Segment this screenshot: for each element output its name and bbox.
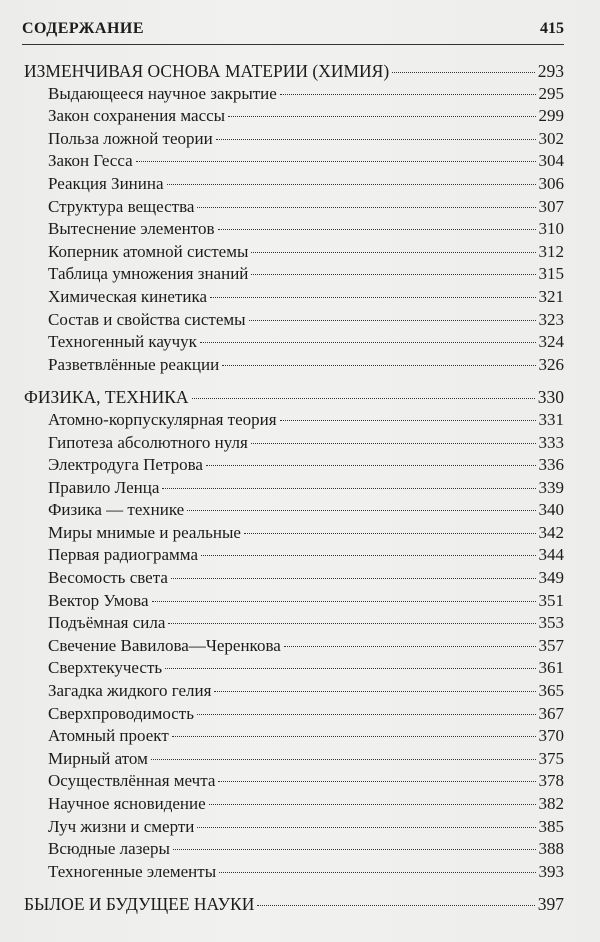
toc-entry xyxy=(24,432,564,455)
toc-page-number: 397 xyxy=(537,894,564,915)
toc-page-number: 393 xyxy=(538,861,564,881)
dot-leader xyxy=(200,342,536,343)
toc-page-number: 323 xyxy=(538,309,564,329)
header-title: СОДЕРЖАНИЕ xyxy=(22,20,145,37)
dot-leader xyxy=(162,488,535,489)
toc-section-title: ФИЗИКА, ТЕХНИКА xyxy=(24,387,189,408)
dot-leader xyxy=(136,161,536,162)
dot-leader xyxy=(197,827,535,828)
toc-entry xyxy=(24,477,564,500)
toc-page-number: 367 xyxy=(538,703,564,723)
dot-leader xyxy=(152,601,536,602)
toc-page-number: 365 xyxy=(538,681,564,701)
toc-entry-title: Луч жизни и смерти xyxy=(48,816,195,836)
dot-leader xyxy=(392,72,535,73)
toc-entry-title: Разветвлённые реакции xyxy=(48,354,220,374)
toc-section xyxy=(24,60,564,83)
dot-leader xyxy=(209,804,536,805)
table-of-contents xyxy=(24,60,564,916)
dot-leader xyxy=(244,533,536,534)
toc-page-number: 330 xyxy=(537,387,564,408)
toc-page-number: 370 xyxy=(538,726,564,746)
toc-entry xyxy=(24,816,564,839)
toc-entry xyxy=(24,567,564,590)
dot-leader xyxy=(219,872,535,873)
toc-entry xyxy=(24,128,564,151)
toc-page-number: 339 xyxy=(538,477,564,497)
dot-leader xyxy=(168,623,535,624)
toc-entry xyxy=(24,522,564,545)
toc-page-number: 310 xyxy=(538,219,564,239)
toc-page-number: 333 xyxy=(538,432,564,452)
dot-leader xyxy=(172,736,536,737)
toc-page-number: 353 xyxy=(538,613,564,633)
toc-entry-title: Атомный проект xyxy=(48,726,169,746)
toc-entry-title: Коперник атомной системы xyxy=(48,241,249,261)
toc-entry xyxy=(24,218,564,241)
toc-page-number: 321 xyxy=(538,286,564,306)
toc-entry xyxy=(24,793,564,816)
dot-leader xyxy=(197,207,535,208)
toc-entry-title: Вектор Умова xyxy=(48,590,149,610)
toc-entry-title: Закон сохранения массы xyxy=(48,106,226,126)
toc-page-number: 295 xyxy=(538,83,564,103)
toc-entry xyxy=(24,354,564,377)
dot-leader xyxy=(280,420,536,421)
header-page-number: 415 xyxy=(540,20,564,37)
toc-entry-title: Осуществлённая мечта xyxy=(48,771,216,791)
toc-entry-title: Миры мнимые и реальные xyxy=(48,522,241,542)
toc-entry-title: Реакция Зинина xyxy=(48,173,164,193)
toc-entry xyxy=(24,725,564,748)
toc-page-number: 307 xyxy=(538,196,564,216)
toc-entry-title: Польза ложной теории xyxy=(48,128,213,148)
toc-entry xyxy=(24,838,564,861)
toc-entry-title: Сверхпроводимость xyxy=(48,703,194,723)
toc-entry xyxy=(24,263,564,286)
toc-section xyxy=(24,386,564,409)
toc-page-number: 344 xyxy=(538,545,564,565)
toc-page-number: 351 xyxy=(538,590,564,610)
dot-leader xyxy=(165,668,535,669)
dot-leader xyxy=(218,781,535,782)
toc-entry xyxy=(24,590,564,613)
toc-entry-title: Таблица умножения знаний xyxy=(48,264,249,284)
toc-entry xyxy=(24,544,564,567)
dot-leader xyxy=(210,297,536,298)
dot-leader xyxy=(187,510,535,511)
dot-leader xyxy=(192,398,535,399)
toc-entry-title: Выдающееся научное закрытие xyxy=(48,83,277,103)
toc-entry xyxy=(24,173,564,196)
toc-entry-title: Свечение Вавилова—Черенкова xyxy=(48,635,281,655)
toc-page-number: 302 xyxy=(538,128,564,148)
toc-page-number: 349 xyxy=(538,568,564,588)
dot-leader xyxy=(251,274,535,275)
dot-leader xyxy=(171,578,536,579)
toc-entry xyxy=(24,105,564,128)
toc-entry-title: Всюдные лазеры xyxy=(48,839,170,859)
toc-entry xyxy=(24,83,564,106)
toc-entry xyxy=(24,309,564,332)
dot-leader xyxy=(216,139,536,140)
toc-entry-title: Гипотеза абсолютного нуля xyxy=(48,432,248,452)
toc-page-number: 324 xyxy=(538,332,564,352)
toc-entry-title: Техногенный каучук xyxy=(48,332,197,352)
toc-entry-title: Мирный атом xyxy=(48,748,148,768)
toc-entry xyxy=(24,657,564,680)
toc-entry xyxy=(24,861,564,884)
toc-entry xyxy=(24,196,564,219)
toc-entry xyxy=(24,241,564,264)
dot-leader xyxy=(201,555,536,556)
dot-leader xyxy=(167,184,536,185)
toc-page-number: 326 xyxy=(538,354,564,374)
dot-leader xyxy=(249,320,536,321)
toc-page-number: 299 xyxy=(538,106,564,126)
toc-page-number: 342 xyxy=(538,522,564,542)
dot-leader xyxy=(257,905,534,906)
dot-leader xyxy=(214,691,535,692)
toc-entry xyxy=(24,331,564,354)
toc-entry-title: Закон Гесса xyxy=(48,151,133,171)
dot-leader xyxy=(197,714,536,715)
toc-page-number: 382 xyxy=(538,794,564,813)
toc-entry xyxy=(24,770,564,793)
toc-page-number: 331 xyxy=(538,409,564,429)
toc-page-number: 378 xyxy=(538,771,564,791)
toc-entry xyxy=(24,748,564,771)
toc-entry-title: Химическая кинетика xyxy=(48,286,207,306)
toc-entry-title: Правило Ленца xyxy=(48,477,160,497)
toc-page-number: 388 xyxy=(538,839,564,859)
toc-entry xyxy=(24,150,564,173)
toc-page-number: 304 xyxy=(538,151,564,171)
toc-section xyxy=(24,893,564,916)
toc-entry xyxy=(24,680,564,703)
running-header xyxy=(22,18,564,45)
toc-entry xyxy=(24,499,564,522)
dot-leader xyxy=(280,94,536,95)
toc-entry-title: Атомно-корпускулярная теория xyxy=(48,409,277,429)
dot-leader xyxy=(151,759,536,760)
toc-entry-title: Структура вещества xyxy=(48,196,195,216)
dot-leader xyxy=(222,365,535,366)
dot-leader xyxy=(284,646,536,647)
dot-leader xyxy=(251,252,535,253)
toc-page-number: 385 xyxy=(538,816,564,836)
toc-entry-title: Первая радиограмма xyxy=(48,545,198,565)
toc-entry-title: Сверхтекучесть xyxy=(48,658,163,678)
toc-page-number: 361 xyxy=(538,658,564,678)
toc-entry-title: Электродуга Петрова xyxy=(48,455,203,475)
toc-entry-title: Научное ясновидение xyxy=(48,794,206,813)
toc-entry-title: Загадка жидкого гелия xyxy=(48,681,212,701)
dot-leader xyxy=(173,849,536,850)
dot-leader xyxy=(218,229,536,230)
toc-entry-title: Вытеснение элементов xyxy=(48,219,215,239)
toc-entry-title: Подъёмная сила xyxy=(48,613,166,633)
toc-section-title: БЫЛОЕ И БУДУЩЕЕ НАУКИ xyxy=(24,894,255,915)
toc-entry-title: Состав и свойства системы xyxy=(48,309,246,329)
toc-entry xyxy=(24,635,564,658)
toc-page-number: 293 xyxy=(537,61,564,81)
toc-entry xyxy=(24,454,564,477)
toc-page-number: 340 xyxy=(538,500,564,520)
toc-page-number: 315 xyxy=(538,264,564,284)
toc-entry-title: Техногенные элементы xyxy=(48,861,217,881)
toc-entry xyxy=(24,612,564,635)
dot-leader xyxy=(206,465,536,466)
toc-section-title: ИЗМЕНЧИВАЯ ОСНОВА МАТЕРИИ (ХИМИЯ) xyxy=(24,61,390,81)
toc-page-number: 375 xyxy=(538,748,564,768)
toc-page-number: 306 xyxy=(538,173,564,193)
toc-entry-title: Весомость света xyxy=(48,568,168,588)
toc-entry xyxy=(24,286,564,309)
toc-page-number: 336 xyxy=(538,455,564,475)
dot-leader xyxy=(251,443,536,444)
toc-page-number: 312 xyxy=(538,241,564,261)
toc-entry xyxy=(24,409,564,432)
dot-leader xyxy=(228,116,535,117)
toc-entry-title: Физика — технике xyxy=(48,500,185,520)
toc-entry xyxy=(24,703,564,726)
toc-page-number: 357 xyxy=(538,635,564,655)
